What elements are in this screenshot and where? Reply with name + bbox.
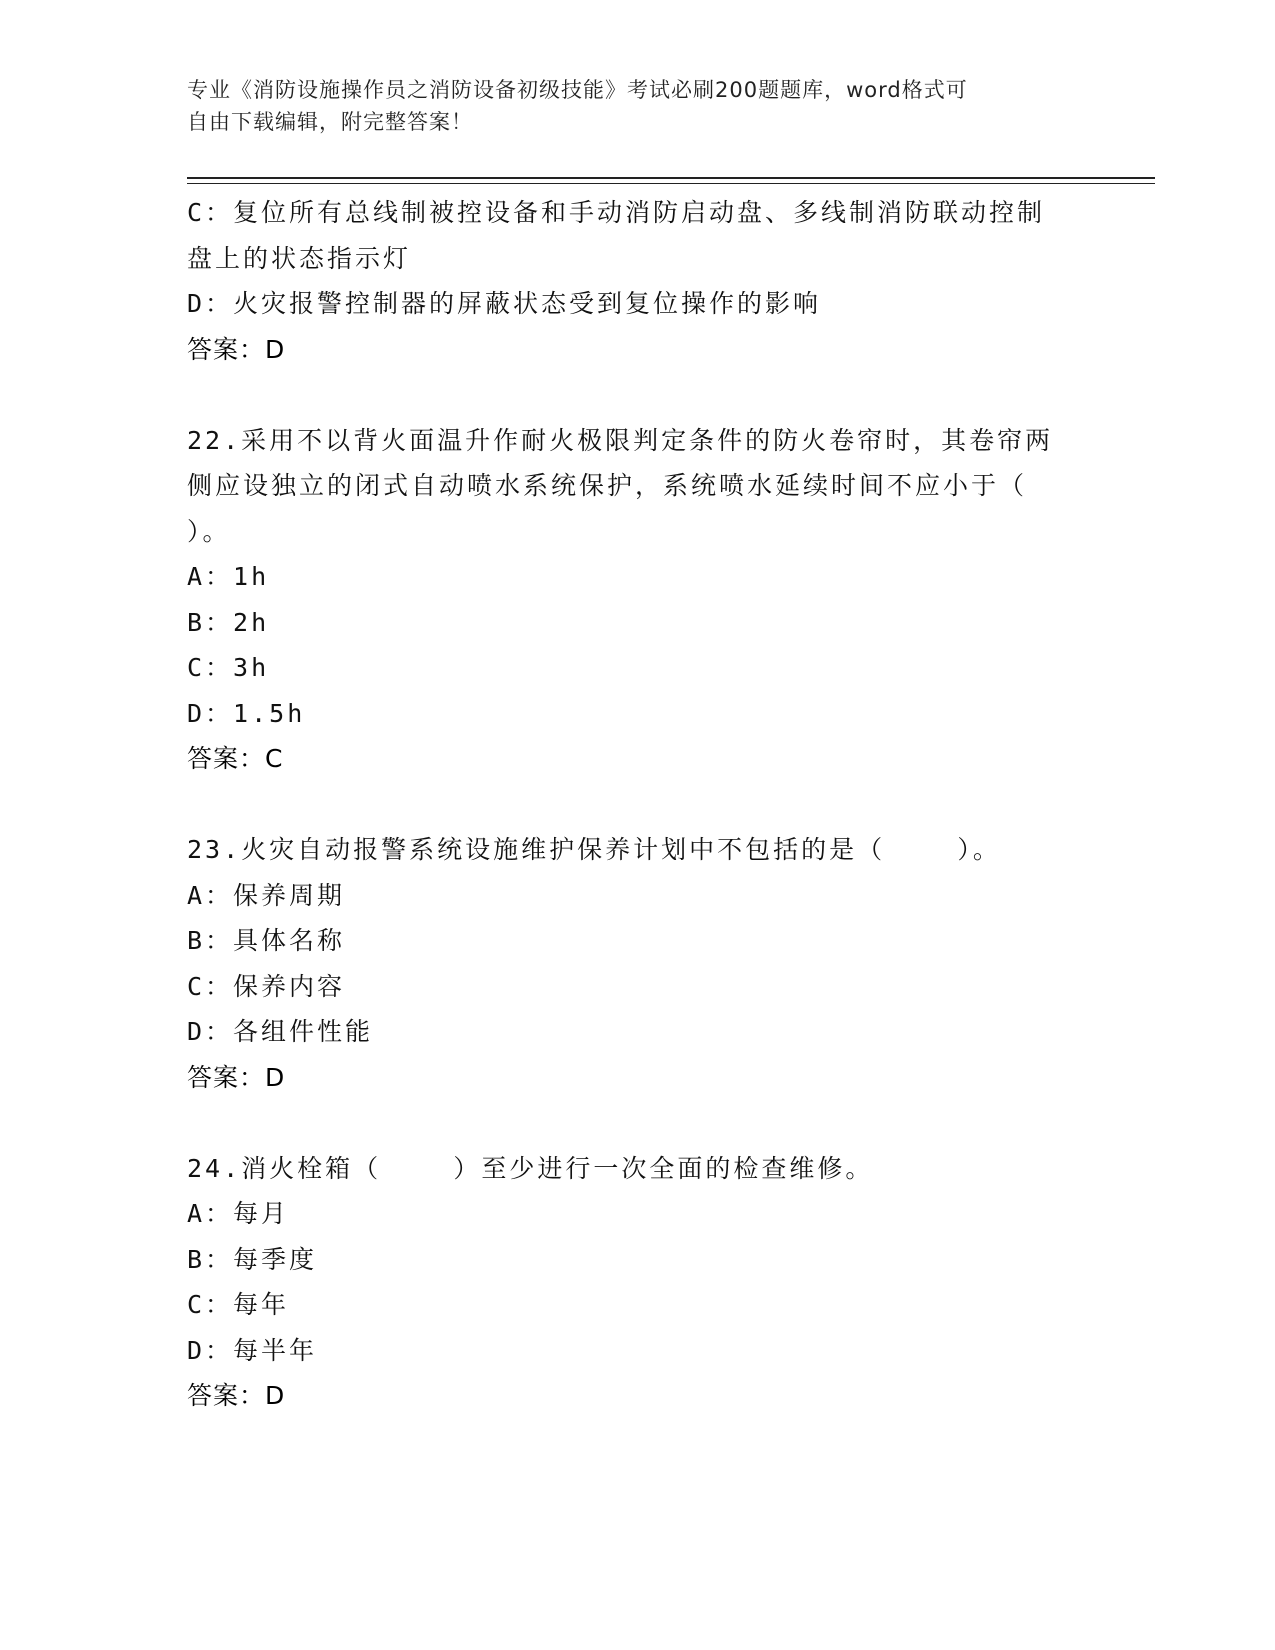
option-a: A：1h bbox=[187, 562, 270, 591]
answer: 答案：D bbox=[187, 1381, 286, 1410]
spacer bbox=[187, 782, 1087, 828]
header-divider-thin bbox=[187, 183, 1155, 184]
option-c: C：3h bbox=[187, 653, 270, 682]
option-b: B：具体名称 bbox=[187, 926, 346, 955]
header-line-2: 自由下载编辑，附完整答案！ bbox=[187, 110, 473, 134]
question-24 bbox=[187, 1146, 1087, 1419]
option-d: D：1.5h bbox=[187, 698, 306, 728]
option-c: C：每年 bbox=[187, 1290, 290, 1319]
option-c: C：保养内容 bbox=[187, 971, 346, 1001]
option-d: D：各组件性能 bbox=[187, 1017, 374, 1046]
document-header bbox=[187, 74, 1067, 138]
option-a: A：保养周期 bbox=[187, 880, 346, 910]
question-stem: 23.火灾自动报警系统设施维护保养计划中不包括的是（ ）。 bbox=[187, 835, 1001, 864]
question-stem: 22.采用不以背火面温升作耐火极限判定条件的防火卷帘时，其卷帘两 bbox=[187, 425, 1054, 455]
question-stem-end: ）。 bbox=[187, 516, 231, 546]
option-c-continued: 盘上的状态指示灯 bbox=[187, 243, 412, 273]
option-d: D：每半年 bbox=[187, 1335, 318, 1365]
answer: 答案：D bbox=[187, 1062, 286, 1092]
header-divider-thick bbox=[187, 177, 1155, 179]
spacer bbox=[187, 372, 1087, 418]
option-c: C：复位所有总线制被控设备和手动消防启动盘、多线制消防联动控制 bbox=[187, 198, 1046, 227]
option-d: D：火灾报警控制器的屏蔽状态受到复位操作的影响 bbox=[187, 289, 822, 318]
previous-question bbox=[187, 190, 1087, 372]
question-23 bbox=[187, 827, 1087, 1100]
option-a: A：每月 bbox=[187, 1199, 290, 1228]
question-stem: 24.消火栓箱（ ）至少进行一次全面的检查维修。 bbox=[187, 1153, 874, 1183]
spacer bbox=[187, 1100, 1087, 1146]
option-b: B：2h bbox=[187, 607, 270, 637]
option-b: B：每季度 bbox=[187, 1244, 318, 1274]
question-22 bbox=[187, 418, 1087, 782]
answer: 答案：D bbox=[187, 334, 286, 364]
header-line-1: 专业《消防设施操作员之消防设备初级技能》考试必刷200题题库，word格式可 bbox=[187, 78, 968, 102]
answer: 答案：C bbox=[187, 744, 284, 773]
question-stem-continued: 侧应设独立的闭式自动喷水系统保护，系统喷水延续时间不应小于（ bbox=[187, 471, 1028, 500]
question-content bbox=[187, 190, 1087, 1419]
